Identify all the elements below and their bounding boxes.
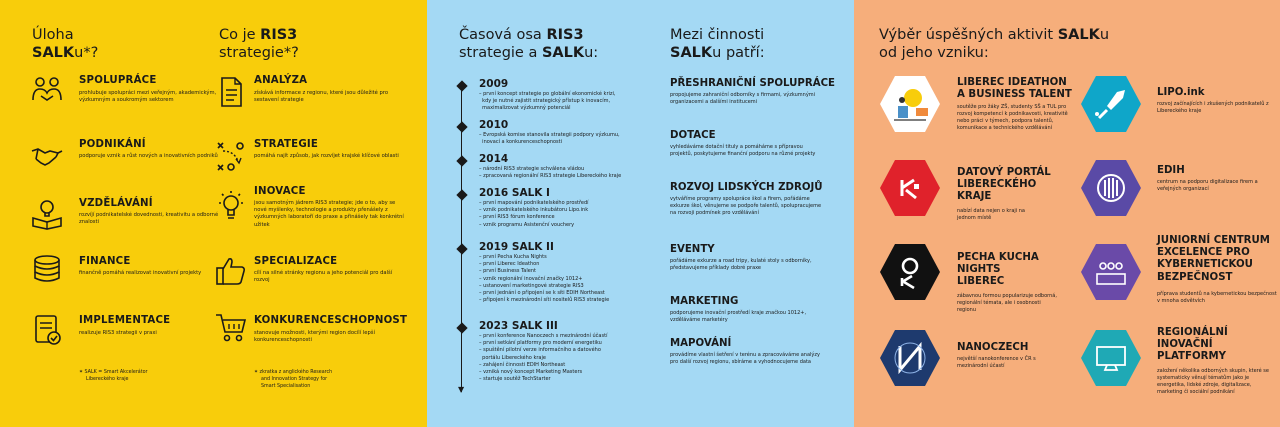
- timeline-entry-line: – startuje soutěž TechStarter: [479, 376, 551, 383]
- success-pecha-title-line1: PECHA KUCHA: [957, 252, 1039, 263]
- success-lipo-title: LIPO.ink: [1157, 87, 1205, 98]
- success-regionalni-title-line3: PLATFORMY: [1157, 351, 1226, 363]
- success-regionalni-title-line1: REGIONÁLNÍ: [1157, 327, 1228, 338]
- timeline-year: 2023 SALK III: [479, 320, 558, 332]
- timeline-entry-line: – vznik podnikatelského inkubátoru Lipo.ink: [479, 207, 589, 214]
- activity-preshranicni-title: PŘESHRANIČNÍ SPOLUPRÁCE: [670, 78, 836, 89]
- timeline-year: 2016 SALK I: [479, 187, 550, 199]
- timeline-heading-bold1: RIS3: [546, 27, 584, 43]
- col2-note: ✶ zkratka z anglického Research and Innovation Strategy for Smart Specialisation: [254, 370, 333, 389]
- success-pecha-title: [957, 252, 1087, 289]
- success-ideathon-title-line2: A BUSINESS TALENT: [957, 89, 1072, 101]
- timeline-entry-line: – první setkání platformy pro moderní energetiku: [479, 340, 602, 347]
- timeline-entry-line: – první koncept strategie po globální ekonomické krizi,: [479, 91, 616, 97]
- col2-item-specializace-title: SPECIALIZACE: [254, 256, 338, 267]
- col2-note-line3: Smart Specialisation: [261, 383, 311, 389]
- col1-item-finance-title: FINANCE: [79, 256, 131, 267]
- col2-item-konkurenceschopnost-desc: stanovuje možnosti, kterými region docílí lepší konkurenceschopnosti: [254, 330, 375, 344]
- timeline-entry-line: – vzniká nový koncept Marketing Masters: [479, 369, 583, 376]
- success-juniorni-title-line3: KYBERNETICKOU: [1157, 259, 1253, 271]
- activity-dotace-title: DOTACE: [670, 130, 716, 141]
- activities-heading-rest: u patří:: [712, 45, 765, 61]
- success-edih-desc: centrum na podporu digitalizace firem a veřejných organizací: [1157, 179, 1258, 192]
- activities-heading-bold: SALK: [670, 45, 713, 61]
- success-juniorni-title-line1: JUNIORNÍ CENTRUM: [1157, 235, 1270, 246]
- timeline-entry-list: [479, 91, 654, 113]
- timeline-entry-line: maximalizovat výzkumný potenciál: [479, 105, 571, 112]
- col1-note: ✶ SALK = Smart Akcelerátor Libereckého kraje: [79, 370, 148, 382]
- success-datovy-desc: nabízí data nejen o kraji na jednom místě: [957, 208, 1025, 221]
- timeline-entry-line: – připojení k mezinárodní síti nositelů RIS3 strategie: [479, 297, 610, 304]
- handshake-icon: [30, 139, 64, 173]
- timeline-heading-pre: Časová osa: [459, 27, 547, 43]
- activity-rozvoj-title: ROZVOJ LIDSKÝCH ZDROJŮ: [670, 182, 823, 193]
- coins-icon: [30, 252, 64, 286]
- success-edih-title: EDIH: [1157, 165, 1185, 176]
- success-datovy-title-line2: LIBERECKÉHO: [957, 179, 1037, 191]
- checklist-icon: [30, 313, 64, 347]
- success-regionalni-title-line2: INOVAČNÍ: [1157, 339, 1213, 351]
- success-datovy-title: [957, 167, 1087, 204]
- timeline-entry-list: [479, 132, 654, 146]
- col1-item-implementace-title: IMPLEMENTACE: [79, 315, 171, 326]
- activity-marketing-title: MARKETING: [670, 296, 739, 307]
- timeline-year: 2014: [479, 153, 509, 165]
- timeline-entry-line: – zpracovaná regionální RIS3 strategie Libereckého kraje: [479, 173, 622, 180]
- col2-item-specializace-desc: cílí na silné stránky regionu a jeho potenciál pro další rozvoj: [254, 270, 393, 284]
- activity-mapovani-title: MAPOVÁNÍ: [670, 338, 732, 349]
- col1-heading: [32, 26, 98, 62]
- timeline-entry-line: – Evropská komise stanovila strategii podpory výzkumu,: [479, 132, 620, 138]
- success-pecha-desc: zábavnou formou popularizuje odborná, regionální témata, ale i osobnosti regionu: [957, 293, 1057, 313]
- activity-eventy-title: EVENTY: [670, 244, 715, 255]
- timeline-entry-line: – první mapování podnikatelského prostředí: [479, 200, 589, 206]
- col2-item-strategie-desc: pomáhá najít způsob, jak rozvíjet krajské klíčové oblasti: [254, 153, 399, 159]
- timeline-year: 2010: [479, 119, 509, 131]
- timeline-entry-list: [479, 333, 654, 383]
- success-heading-pre: Výběr úspěšných aktivit: [879, 27, 1058, 43]
- timeline-entry-line: – první konference Nanoczech s mezinárodní účastí: [479, 333, 608, 339]
- timeline-entry-line: inovací a konkurenceschopnosti: [479, 139, 563, 146]
- success-pecha-title-line2: NIGHTS: [957, 264, 1001, 276]
- success-juniorni-title-line2: EXCELENCE PRO: [1157, 247, 1250, 259]
- col1-heading-line1: Úloha: [32, 27, 74, 43]
- success-heading-end: u: [1099, 27, 1110, 43]
- col1-item-vzdelavani-title: VZDĚLÁVÁNÍ: [79, 198, 153, 209]
- col2-heading: [219, 26, 299, 62]
- col1-item-finance-desc: finančně pomáhá realizovat inovativní projekty: [79, 270, 202, 276]
- col1-item-podnikani-title: PODNIKÁNÍ: [79, 139, 146, 150]
- timeline-heading-mid: strategie a: [459, 45, 542, 61]
- col2-note-line1: zkratka z anglického Research: [259, 370, 333, 375]
- timeline-entry-line: – vznik regionální inovační značky 1012+: [479, 275, 583, 282]
- strategy-icon: [214, 139, 248, 173]
- success-nanoczech-desc: největší nanokonference v ČR s mezinárodní účastí: [957, 356, 1036, 369]
- timeline-entry-line: kdy je nutné zajistit strategický přístup k inovacím,: [479, 98, 611, 105]
- timeline-entry-list: [479, 200, 654, 229]
- success-heading-line2: od jeho vzniku:: [879, 45, 989, 61]
- timeline-entry-line: – ustanovení marketingové strategie RIS3: [479, 282, 584, 289]
- timeline-heading-bold2: SALK: [541, 45, 585, 61]
- success-regionalni-desc: založení několika odborných skupin, které se systematicky věnují tématům jako je energetika, lidské zdroje, digitalizace, marketing či sociální podnikání: [1157, 368, 1269, 395]
- timeline-year: 2009: [479, 78, 509, 90]
- col1-note-line1: SALK = Smart Akcelerátor: [84, 370, 148, 375]
- success-datovy-title-line1: DATOVÝ PORTÁL: [957, 167, 1051, 178]
- activity-preshranicni-desc: propojujeme zahraniční odborníky s firmami, výzkumnými organizacemi a dalšími institucemi: [670, 92, 816, 105]
- timeline-heading-end: u:: [584, 45, 599, 61]
- timeline-entry-line: – první Pecha Kucha Nights: [479, 254, 547, 260]
- timeline-entry-line: – zahájení činnosti EDIH Northeast: [479, 361, 566, 368]
- col1-heading-rest: u*?: [74, 45, 99, 61]
- activity-rozvoj-desc: vytváříme programy spolupráce škol a firem, pořádáme exkurze škol, věnujeme se podpoře talentů, spolupracujeme na rozvoji podmínek pro vzdělávání: [670, 196, 822, 216]
- timeline-entry-line: – národní RIS3 strategie schválena vládou: [479, 166, 585, 172]
- col1-item-vzdelavani-desc: rozvíjí podnikatelské dovednosti, kreativitu a odborné znalosti: [79, 212, 219, 226]
- timeline-entry-line: portálu Libereckého kraje: [479, 354, 546, 361]
- success-nanoczech-title: NANOCZECH: [957, 342, 1029, 353]
- success-ideathon-desc: soutěže pro žáky ZŠ, studenty SŠ a TUL pro rozvoj kompetencí k podnikavosti, kreativitě nebo práci v týmech, podpora talentů, komunikace a technického vzdělávání: [957, 104, 1068, 131]
- timeline-entry-line: – první Business Talent: [479, 268, 536, 275]
- success-juniorni-title-line4: BEZPEČNOST: [1157, 271, 1233, 283]
- activity-dotace-desc: vyhledáváme dotační tituly a pomáháme s přípravou projektů, poskytujeme finanční podporu na různé projekty: [670, 144, 816, 157]
- col2-item-strategie-title: STRATEGIE: [254, 139, 319, 150]
- col1-item-spoluprace-desc: prohlubuje spolupráci mezi veřejným, akademickým, výzkumným a soukromým sektorem: [79, 90, 217, 104]
- timeline-arrow-icon: ▼: [458, 385, 465, 394]
- col1-item-spoluprace-title: SPOLUPRÁCE: [79, 75, 157, 86]
- success-pecha-title-line3: LIBEREC: [957, 276, 1005, 288]
- col2-heading-pre: Co je: [219, 27, 261, 43]
- success-juniorni-title: [1157, 235, 1280, 284]
- timeline-year: 2019 SALK II: [479, 241, 554, 253]
- timeline-entry-line: – první Liberec Ideathon: [479, 261, 540, 268]
- timeline-entry-list: [479, 166, 654, 180]
- success-ideathon-title-line1: LIBEREC IDEATHON: [957, 77, 1067, 88]
- document-icon: [214, 75, 248, 109]
- timeline-entry-line: – první jednání o připojení se k síti EDIH Northeast: [479, 290, 605, 297]
- handshake-people-icon: [30, 74, 64, 108]
- timeline-entry-line: – vznik programu Asistenční vouchery: [479, 221, 575, 228]
- success-datovy-title-line3: KRAJE: [957, 191, 992, 203]
- timeline-heading: [459, 26, 598, 62]
- col2-item-inovace-title: INOVACE: [254, 186, 306, 197]
- activities-heading-line1: Mezi činnosti: [670, 27, 765, 43]
- success-heading-bold: SALK: [1057, 27, 1100, 43]
- timeline-entry-line: – spuštění pilotní verze informačního a datového: [479, 347, 601, 354]
- col2-item-konkurenceschopnost-title: KONKURENCESCHOPNOST: [254, 315, 408, 326]
- col2-item-inovace-desc: jsou samotným jádrem RIS3 strategie; jde o to, aby se nové myšlenky, technologie a produkty přenášely z výzkumných laboratoří do praxe a přinášely tak konkrétní užitek: [254, 200, 404, 228]
- col2-item-analyza-desc: získává informace z regionu, které jsou důležité pro sestavení strategie: [254, 90, 388, 104]
- col1-heading-bold: SALK: [32, 45, 75, 61]
- cart-icon: [214, 310, 248, 344]
- success-lipo-desc: rozvoj začínajících i zkušených podnikatelů z Libereckého kraje: [1157, 101, 1269, 114]
- col2-heading-line2: strategie*?: [219, 45, 299, 61]
- success-regionalni-title: [1157, 327, 1280, 364]
- col1-note-line2: Libereckého kraje: [86, 376, 129, 382]
- success-juniorni-desc: příprava studentů na kybernetickou bezpečnost v mnoha odvětvích: [1157, 291, 1277, 304]
- activities-heading: [670, 26, 765, 62]
- timeline-entry-list: [479, 254, 654, 304]
- activity-mapovani-desc: provádíme vlastní šetření v terénu a zpracováváme analýzy pro další rozvoj regionu, sbíráme a vyhodnocujeme data: [670, 352, 820, 365]
- col1-item-implementace-desc: realizuje RIS3 strategii v praxi: [79, 330, 157, 336]
- success-heading: [879, 26, 1109, 62]
- thumbs-up-icon: [214, 254, 248, 288]
- activity-marketing-desc: podporujeme inovační prostředí kraje značkou 1012+, vzděláváme marketéry: [670, 310, 807, 323]
- col2-note-line2: and Innovation Strategy for: [261, 376, 328, 382]
- col2-item-analyza-title: ANALÝZA: [254, 75, 308, 86]
- success-ideathon-title: [957, 77, 1087, 101]
- lightbulb-book-icon: [30, 196, 64, 230]
- activity-eventy-desc: pořádáme exkurze a road tripy, kulaté stoly s odborníky, představujeme příklady dobré praxe: [670, 258, 812, 271]
- idea-icon: [214, 189, 248, 223]
- timeline-entry-line: – první RIS3 fórum konference: [479, 214, 555, 221]
- col2-heading-bold: RIS3: [260, 27, 298, 43]
- col1-item-podnikani-desc: podporuje vznik a růst nových a inovativních podniků: [79, 153, 218, 159]
